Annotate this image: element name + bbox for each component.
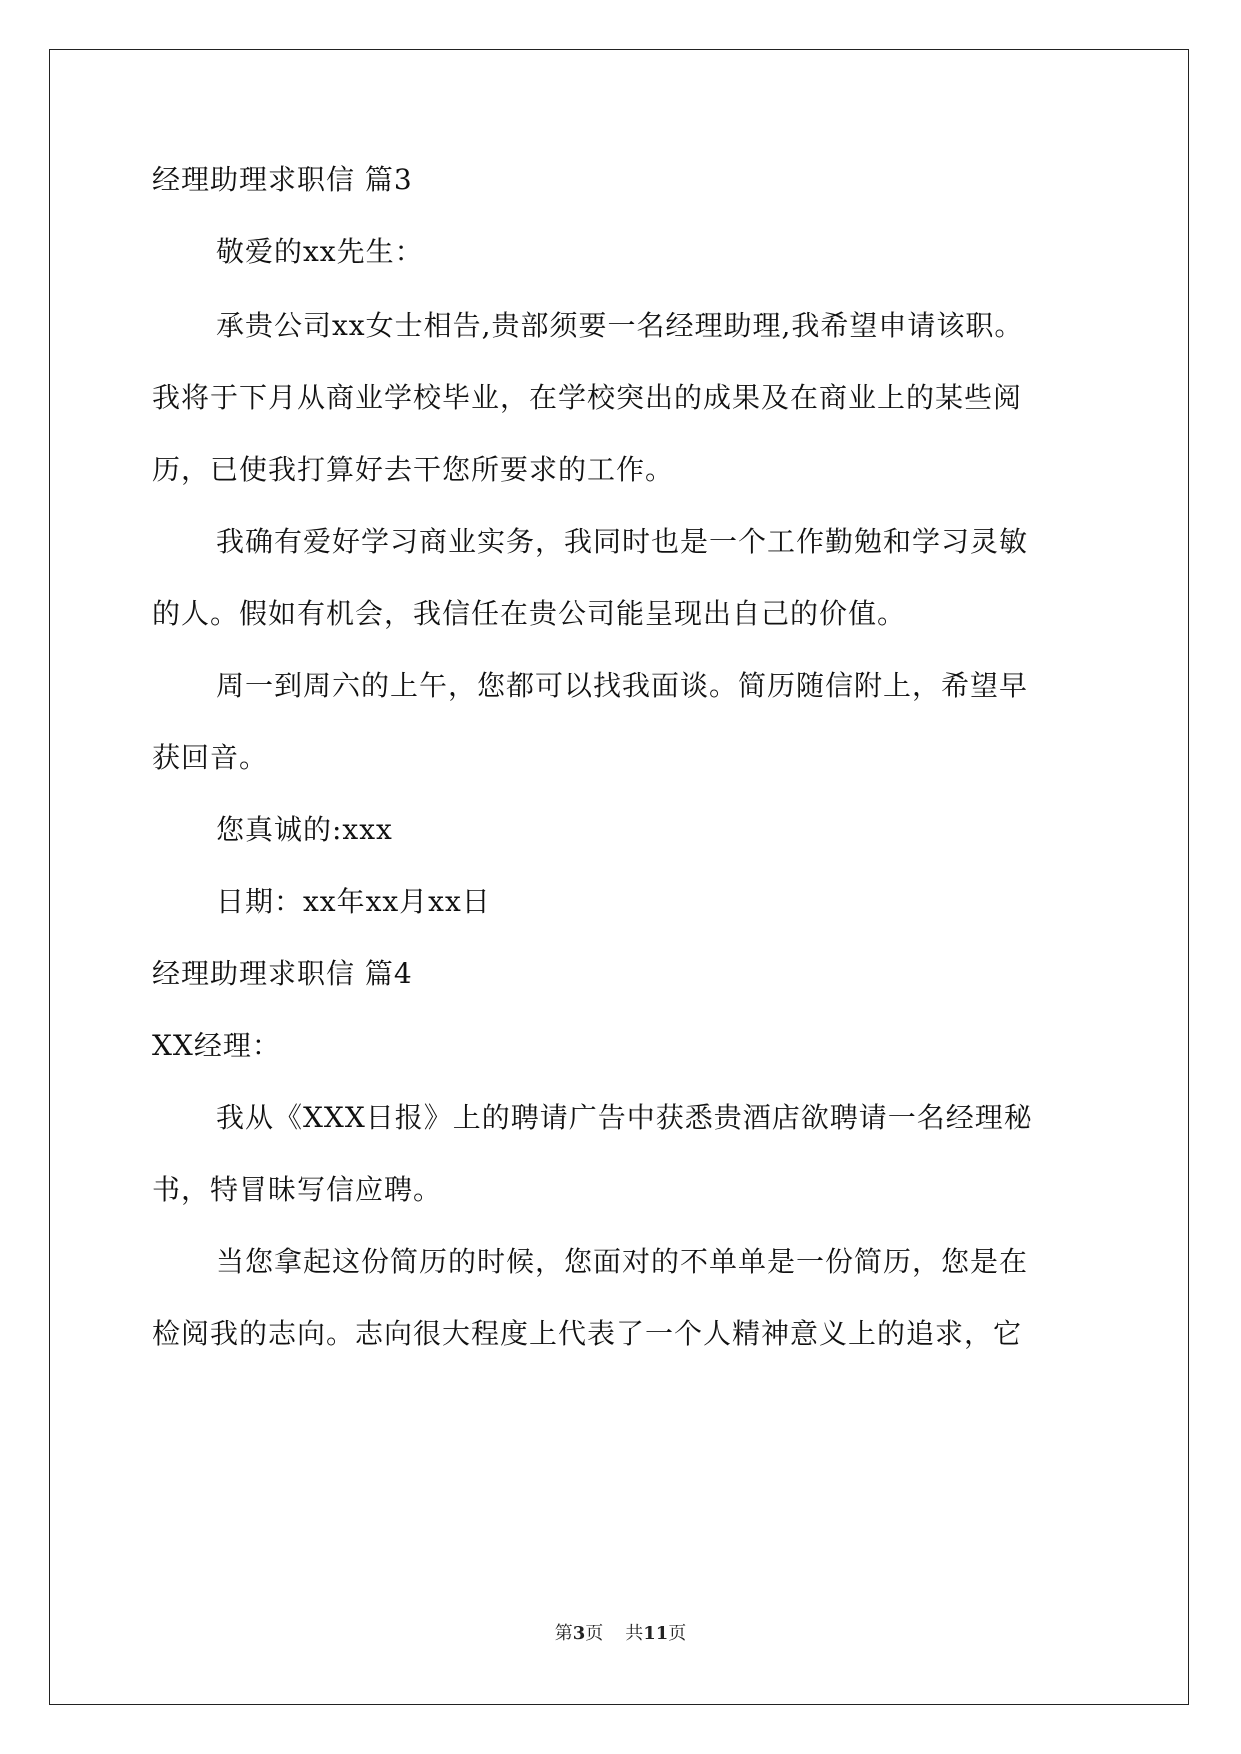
total-pages: 11 [643, 1623, 669, 1644]
salutation: XX经理： [152, 1029, 281, 1062]
paragraph-line: 书，特冒昧写信应聘。 [152, 1173, 443, 1206]
paragraph-line: 获回音。 [152, 741, 269, 774]
section-heading: 经理助理求职信 篇4 [152, 957, 413, 990]
paragraph-line: 我确有爱好学习商业实务，我同时也是一个工作勤勉和学习灵敏 [216, 525, 1029, 558]
page-prefix: 第 [554, 1623, 573, 1644]
paragraph-line: 周一到周六的上午，您都可以找我面谈。简历随信附上，希望早 [216, 669, 1029, 702]
page-number: 3 [572, 1623, 586, 1644]
paragraph-line: 历，已使我打算好去干您所要求的工作。 [152, 453, 675, 486]
salutation: 敬爱的xx先生： [216, 235, 424, 268]
section-heading: 经理助理求职信 篇3 [152, 163, 413, 196]
paragraph-line: 检阅我的志向。志向很大程度上代表了一个人精神意义上的追求，它 [152, 1317, 1023, 1350]
page-footer [0, 1622, 1241, 1646]
paragraph-line: 我从《XXX日报》上的聘请广告中获悉贵酒店欲聘请一名经理秘 [216, 1101, 1033, 1134]
paragraph-line: 承贵公司xx女士相告,贵部须要一名经理助理,我希望申请该职。 [216, 309, 1024, 342]
closing-line: 您真诚的:xxx [216, 813, 393, 846]
date-line: 日期：xx年xx月xx日 [216, 885, 491, 918]
paragraph-line: 当您拿起这份简历的时候，您面对的不单单是一份简历，您是在 [216, 1245, 1029, 1278]
total-prefix: 共 [625, 1623, 644, 1644]
total-unit: 页 [668, 1623, 687, 1644]
page-frame [49, 49, 1189, 1705]
paragraph-line: 我将于下月从商业学校毕业，在学校突出的成果及在商业上的某些阅 [152, 381, 1023, 414]
paragraph-line: 的人。假如有机会，我信任在贵公司能呈现出自己的价值。 [152, 597, 907, 630]
page-unit: 页 [585, 1623, 604, 1644]
